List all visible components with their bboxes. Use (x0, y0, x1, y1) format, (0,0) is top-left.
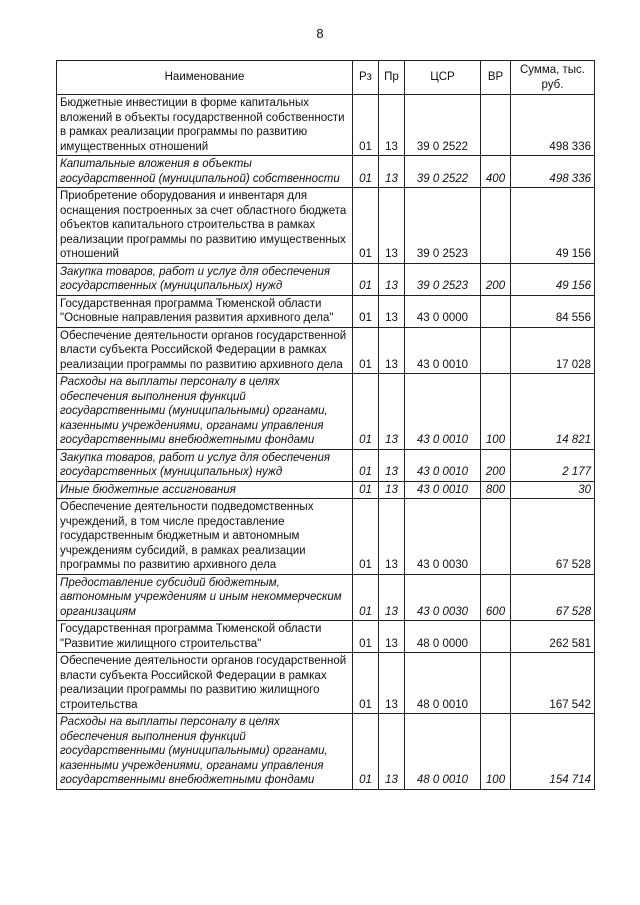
table-row (57, 653, 595, 714)
cell-rz: 01 (353, 95, 379, 156)
cell-name: Расходы на выплаты персоналу в целях обеспечения выполнения функций государственными (муниципальными) органами, казенными учреждениями, органами управления государственными внебюджетными фондами (57, 374, 353, 450)
cell-rz: 01 (353, 499, 379, 575)
cell-name: Государственная программа Тюменской области "Основные направления развития архивного дела" (57, 295, 353, 327)
cell-csr: 39 0 2523 (405, 188, 481, 264)
cell-csr: 43 0 0030 (405, 574, 481, 621)
cell-name: Бюджетные инвестиции в форме капитальных вложений в объекты государственной собственности в рамках реализации программы по развитию имущественных отношений (57, 95, 353, 156)
cell-csr: 43 0 0010 (405, 327, 481, 374)
cell-pr: 13 (379, 449, 405, 481)
cell-csr: 39 0 2523 (405, 263, 481, 295)
cell-sum: 167 542 (511, 653, 595, 714)
cell-rz: 01 (353, 188, 379, 264)
cell-name: Капитальные вложения в объекты государственной (муниципальной) собственности (57, 156, 353, 188)
header-vr: ВР (481, 61, 511, 95)
cell-vr: 200 (481, 449, 511, 481)
cell-csr: 48 0 0010 (405, 714, 481, 790)
cell-pr: 13 (379, 714, 405, 790)
cell-rz: 01 (353, 481, 379, 499)
cell-pr: 13 (379, 653, 405, 714)
budget-table (56, 60, 595, 790)
cell-pr: 13 (379, 374, 405, 450)
cell-pr: 13 (379, 481, 405, 499)
cell-rz: 01 (353, 263, 379, 295)
cell-sum: 2 177 (511, 449, 595, 481)
cell-vr (481, 95, 511, 156)
cell-vr: 600 (481, 574, 511, 621)
cell-sum: 49 156 (511, 263, 595, 295)
cell-sum: 498 336 (511, 156, 595, 188)
header-rz: Рз (353, 61, 379, 95)
cell-pr: 13 (379, 621, 405, 653)
cell-name: Государственная программа Тюменской области "Развитие жилищного строительства" (57, 621, 353, 653)
cell-vr (481, 327, 511, 374)
cell-pr: 13 (379, 188, 405, 264)
table-row (57, 374, 595, 450)
header-pr: Пр (379, 61, 405, 95)
cell-vr: 400 (481, 156, 511, 188)
cell-name: Обеспечение деятельности подведомственных учреждений, в том числе предоставление государственным бюджетным и автономным учреждениям субсидий, в рамках реализации программы по развитию архивного дела (57, 499, 353, 575)
table-row (57, 574, 595, 621)
cell-vr: 100 (481, 714, 511, 790)
cell-rz: 01 (353, 156, 379, 188)
header-sum: Сумма, тыс. руб. (511, 61, 595, 95)
table-row (57, 499, 595, 575)
cell-pr: 13 (379, 574, 405, 621)
cell-vr (481, 653, 511, 714)
cell-sum: 262 581 (511, 621, 595, 653)
cell-sum: 49 156 (511, 188, 595, 264)
cell-csr: 43 0 0000 (405, 295, 481, 327)
cell-pr: 13 (379, 327, 405, 374)
cell-sum: 67 528 (511, 499, 595, 575)
table-row (57, 263, 595, 295)
cell-pr: 13 (379, 499, 405, 575)
table-row (57, 327, 595, 374)
table-row (57, 481, 595, 499)
cell-sum: 14 821 (511, 374, 595, 450)
cell-rz: 01 (353, 327, 379, 374)
cell-csr: 43 0 0010 (405, 481, 481, 499)
cell-rz: 01 (353, 714, 379, 790)
cell-pr: 13 (379, 263, 405, 295)
cell-pr: 13 (379, 95, 405, 156)
header-name: Наименование (57, 61, 353, 95)
cell-csr: 43 0 0030 (405, 499, 481, 575)
cell-name: Закупка товаров, работ и услуг для обеспечения государственных (муниципальных) нужд (57, 449, 353, 481)
cell-vr (481, 188, 511, 264)
page-number: 8 (316, 26, 324, 41)
cell-rz: 01 (353, 295, 379, 327)
cell-sum: 17 028 (511, 327, 595, 374)
table-header-row (57, 61, 595, 95)
cell-sum: 84 556 (511, 295, 595, 327)
cell-sum: 67 528 (511, 574, 595, 621)
cell-csr: 39 0 2522 (405, 156, 481, 188)
cell-name: Обеспечение деятельности органов государственной власти субъекта Российской Федерации в рамках реализации программы по развитию жилищного строительства (57, 653, 353, 714)
cell-rz: 01 (353, 374, 379, 450)
header-csr: ЦСР (405, 61, 481, 95)
cell-rz: 01 (353, 449, 379, 481)
cell-name: Предоставление субсидий бюджетным, автономным учреждениям и иным некоммерческим организациям (57, 574, 353, 621)
cell-csr: 48 0 0000 (405, 621, 481, 653)
table-row (57, 714, 595, 790)
cell-vr: 200 (481, 263, 511, 295)
cell-sum: 30 (511, 481, 595, 499)
cell-name: Иные бюджетные ассигнования (57, 481, 353, 499)
cell-rz: 01 (353, 574, 379, 621)
cell-vr: 100 (481, 374, 511, 450)
table-row (57, 188, 595, 264)
table-row (57, 621, 595, 653)
table-row (57, 156, 595, 188)
cell-vr (481, 295, 511, 327)
table-row (57, 95, 595, 156)
cell-csr: 43 0 0010 (405, 374, 481, 450)
table-row (57, 449, 595, 481)
cell-rz: 01 (353, 621, 379, 653)
cell-name: Закупка товаров, работ и услуг для обеспечения государственных (муниципальных) нужд (57, 263, 353, 295)
cell-vr: 800 (481, 481, 511, 499)
cell-vr (481, 621, 511, 653)
cell-csr: 48 0 0010 (405, 653, 481, 714)
cell-name: Обеспечение деятельности органов государственной власти субъекта Российской Федерации в рамках реализации программы по развитию архивного дела (57, 327, 353, 374)
cell-pr: 13 (379, 156, 405, 188)
cell-pr: 13 (379, 295, 405, 327)
cell-name: Расходы на выплаты персоналу в целях обеспечения выполнения функций государственными (муниципальными) органами, казенными учреждениями, органами управления государственными внебюджетными фондами (57, 714, 353, 790)
cell-rz: 01 (353, 653, 379, 714)
cell-sum: 498 336 (511, 95, 595, 156)
cell-csr: 39 0 2522 (405, 95, 481, 156)
table-row (57, 295, 595, 327)
cell-csr: 43 0 0010 (405, 449, 481, 481)
cell-vr (481, 499, 511, 575)
cell-name: Приобретение оборудования и инвентаря для оснащения построенных за счет областного бюджета объектов капитального строительства в рамках реализации программы по развитию имущественных отношений (57, 188, 353, 264)
cell-sum: 154 714 (511, 714, 595, 790)
